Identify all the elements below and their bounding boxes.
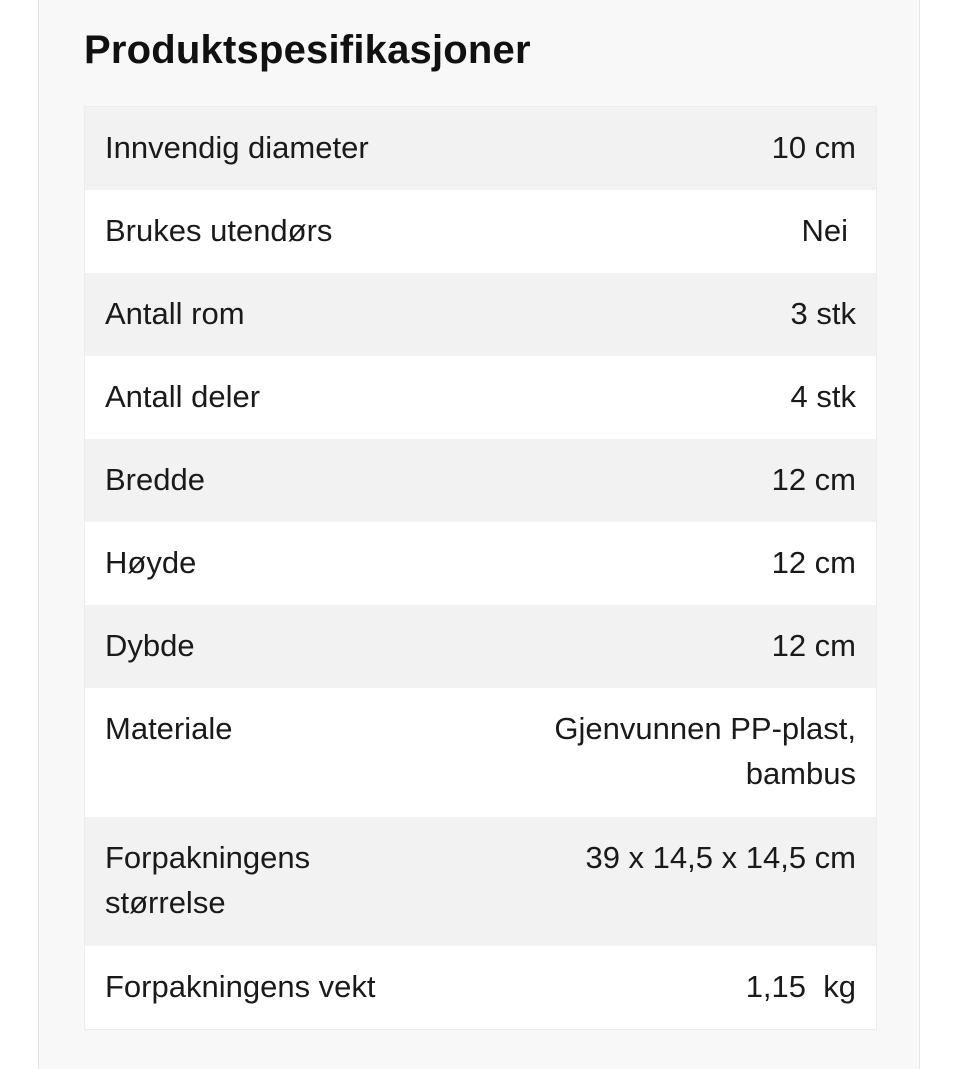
spec-label: Høyde: [105, 545, 197, 580]
spec-label: Dybde: [105, 628, 195, 663]
spec-value: 12 cm: [771, 545, 856, 580]
spec-label: Forpakningens vekt: [105, 969, 376, 1004]
spec-value: 1,15 kg: [745, 969, 856, 1004]
spec-row-depth: [85, 605, 876, 688]
spec-label: Forpakningens størrelse: [105, 840, 311, 920]
spec-row-parts: [85, 356, 876, 439]
spec-table: [84, 106, 877, 1030]
spec-row-height: [85, 522, 876, 605]
spec-row-material: [85, 688, 876, 817]
spec-label: Innvendig diameter: [105, 130, 369, 165]
spec-value: Gjenvunnen PP-plast, bambus: [554, 711, 856, 791]
spec-label: Materiale: [105, 711, 233, 746]
spec-value: 4 stk: [790, 379, 856, 414]
spec-value: 12 cm: [771, 628, 856, 663]
spec-value: Nei: [801, 213, 848, 248]
spec-row-width: [85, 439, 876, 522]
spec-row-compartments: [85, 273, 876, 356]
spec-label: Antall rom: [105, 296, 245, 331]
spec-label: Antall deler: [105, 379, 261, 414]
spec-value: 12 cm: [771, 462, 856, 497]
spec-label: Brukes utendørs: [105, 213, 333, 248]
section-title: Produktspesifikasjoner: [84, 28, 531, 72]
spec-value: 39 x 14,5 x 14,5 cm: [585, 840, 856, 875]
spec-row-inner-diameter: [85, 107, 876, 190]
spec-value: 10 cm: [771, 130, 856, 165]
product-specifications-panel: [38, 0, 920, 1069]
spec-value: 3 stk: [790, 296, 856, 331]
spec-label: Bredde: [105, 462, 205, 497]
spec-row-package-size: [85, 817, 876, 946]
spec-row-package-weight: [85, 946, 876, 1029]
spec-row-outdoor-use: [85, 190, 876, 273]
